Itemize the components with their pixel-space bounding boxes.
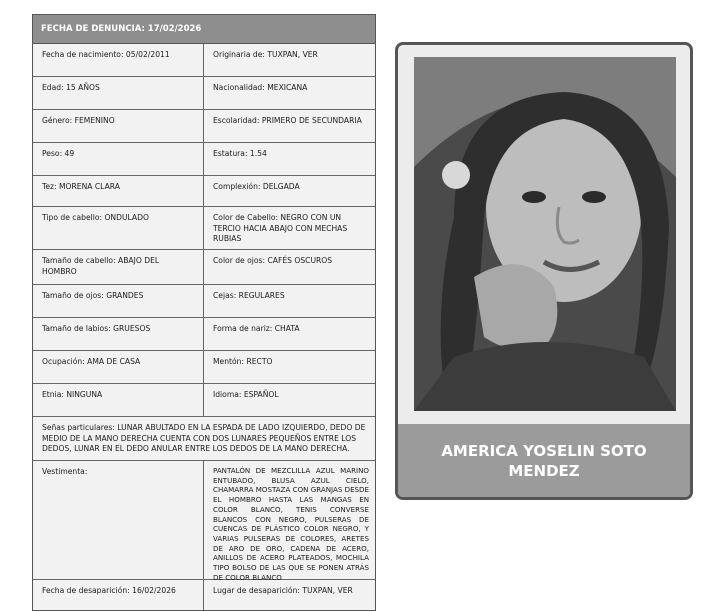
field-nose-shape: Forma de nariz: CHATA <box>213 324 300 333</box>
row-9 <box>33 318 375 351</box>
field-age: Edad: 15 AÑOS <box>33 77 204 109</box>
row-10 <box>33 351 375 384</box>
photo-card <box>395 42 693 500</box>
row-3 <box>33 110 375 143</box>
row-6 <box>33 207 375 250</box>
field-disappearance-date: Fecha de desaparición: 16/02/2026 <box>33 580 204 610</box>
row-senas <box>33 417 375 461</box>
field-nationality: Nacionalidad: MEXICANA <box>213 83 308 92</box>
field-birthdate: Fecha de nacimiento: 05/02/2011 <box>33 44 204 76</box>
field-hair-length: Tamaño de cabello: ABAJO DEL HOMBRO <box>33 250 204 284</box>
clothing-label: Vestimenta: <box>33 461 204 579</box>
row-clothing <box>33 461 375 580</box>
clothing-description: PANTALÓN DE MEZCLILLA AZUL MARINO ENTUBADO, BLUSA AZUL CIELO, CHAMARRA MOSTAZA CON GRANJAS DESDE EL HOMBRO HASTA LAS MANGAS EN COLOR BLANCO, TENIS CONVERSE BLANCOS CON NEGRO, PULSERAS DE CUENCAS DE PLÁSTICO COLOR NEGRO, Y VARIAS PULSERAS DE COLORES, ARETES DE ARO DE ORO, CADENA DE ACERO, ANILLOS DE ACERO PLATEADOS, MOCHILA TIPO BOLSO DE LAS QUE SE PONEN ATRÁS DE COLOR BLANCO <box>213 466 369 582</box>
field-height: Estatura: 1.54 <box>213 149 267 158</box>
field-hair-type: Tipo de cabello: ONDULADO <box>33 207 204 249</box>
field-lip-size: Tamaño de labios: GRUESOS <box>33 318 204 350</box>
report-sheet <box>32 14 376 611</box>
row-2 <box>33 77 375 110</box>
field-hair-color: Color de Cabello: NEGRO CON UN TERCIO HACIA ABAJO CON MECHAS RUBIAS <box>213 213 348 243</box>
row-11 <box>33 384 375 417</box>
portrait-illustration <box>414 57 676 411</box>
row-7 <box>33 250 375 285</box>
field-distinguishing-marks: Señas particulares: LUNAR ABULTADO EN LA ESPADA DE LADO IZQUIERDO, DEDO DE MEDIO DE LA MANO DERECHA CUENTA CON DOS LUNARES PEQUEÑOS ENTRE LOS DEDOS, LUNAR EN EL DEDO ANULAR ENTRE LOS DEDOS DE LA MANO DERECHA. <box>42 423 366 453</box>
field-disappearance-place: Lugar de desaparición: TUXPAN, VER <box>213 586 353 595</box>
field-chin: Mentón: RECTO <box>213 357 273 366</box>
field-language: Idioma: ESPAÑOL <box>213 390 279 399</box>
field-eyebrows: Cejas: REGULARES <box>213 291 285 300</box>
field-ethnicity: Etnia: NINGUNA <box>33 384 204 416</box>
field-eye-size: Tamaño de ojos: GRANDES <box>33 285 204 317</box>
row-1 <box>33 44 375 77</box>
field-origin: Originaria de: TUXPAN, VER <box>213 50 318 59</box>
row-4 <box>33 143 375 176</box>
field-gender: Género: FEMENINO <box>33 110 204 142</box>
field-occupation: Ocupación: AMA DE CASA <box>33 351 204 383</box>
field-schooling: Escolaridad: PRIMERO DE SECUNDARIA <box>213 116 362 125</box>
row-8 <box>33 285 375 318</box>
row-5 <box>33 176 375 207</box>
field-complexion-skin: Tez: MORENA CLARA <box>33 176 204 206</box>
field-eye-color: Color de ojos: CAFÉS OSCUROS <box>213 256 333 265</box>
person-name: AMERICA YOSELIN SOTO MENDEZ <box>398 424 690 497</box>
row-disappearance <box>33 580 375 610</box>
portrait-photo <box>414 57 676 411</box>
report-header: FECHA DE DENUNCIA: 17/02/2026 <box>33 15 375 44</box>
field-build: Complexión: DELGADA <box>213 182 300 191</box>
field-weight: Peso: 49 <box>33 143 204 175</box>
